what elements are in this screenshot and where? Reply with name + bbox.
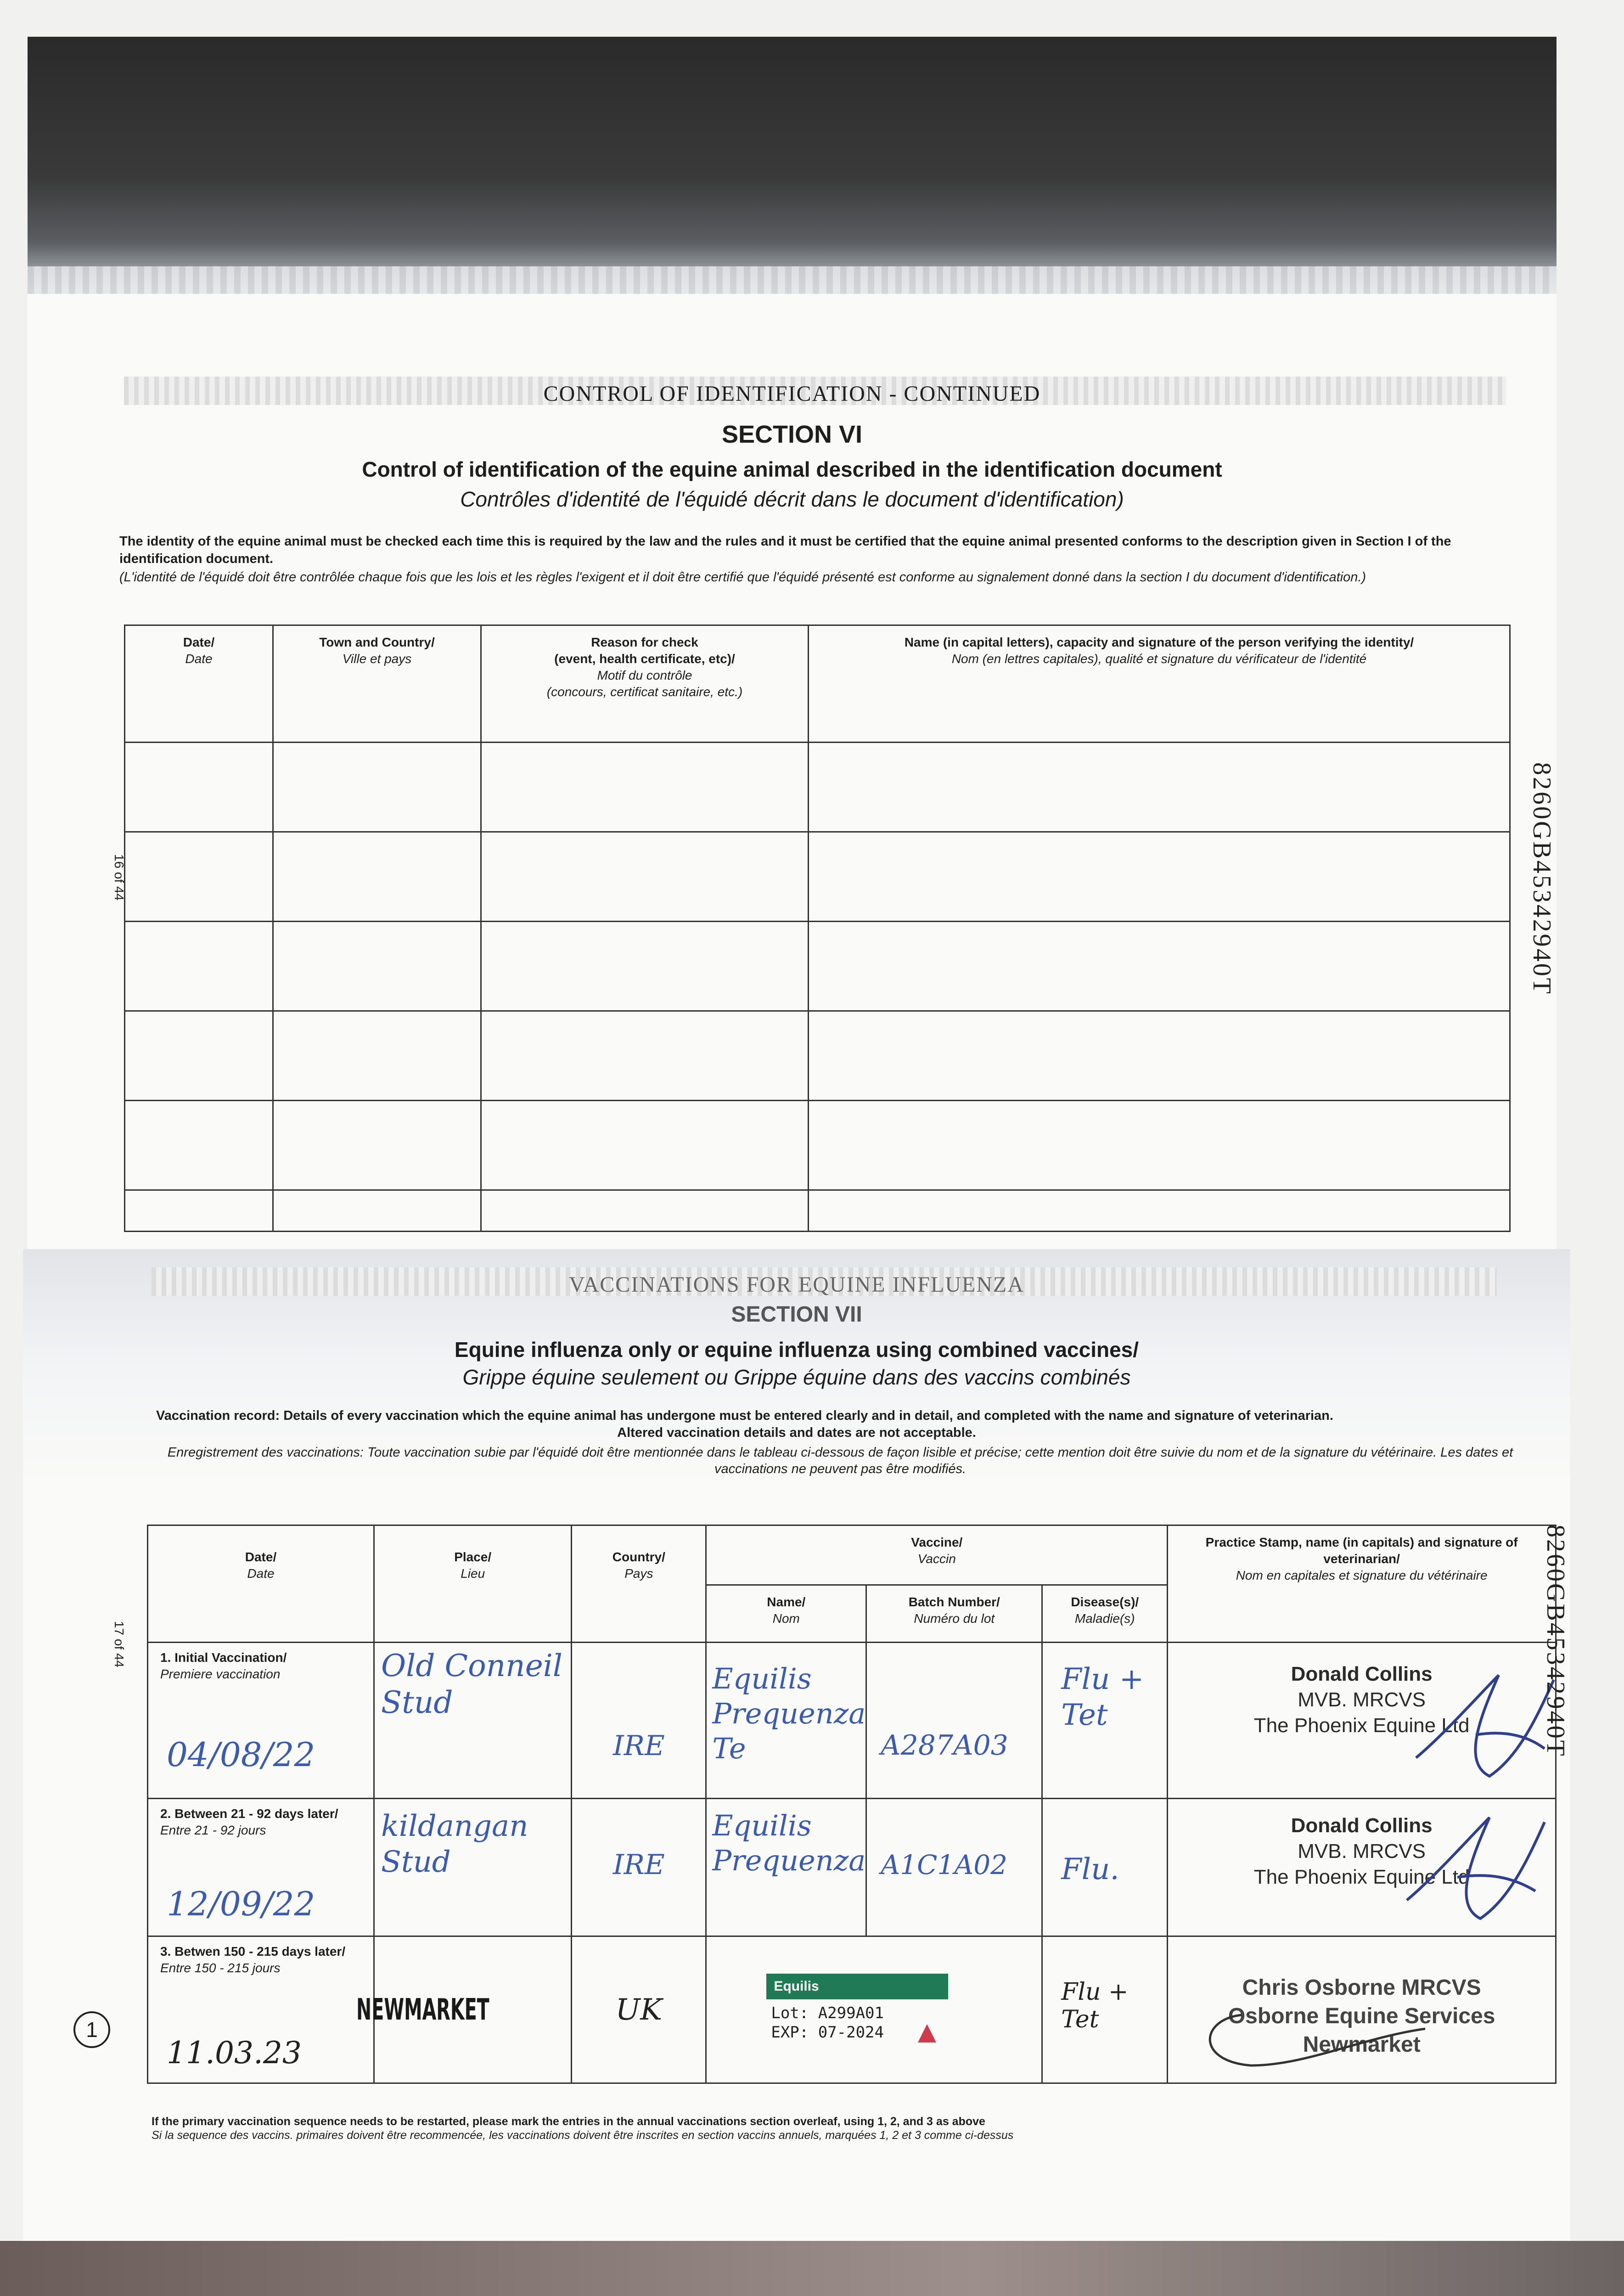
cell-disease[interactable] (1042, 1936, 1168, 2083)
handwritten-country: UK (615, 1992, 663, 2027)
red-mark (918, 2024, 936, 2043)
header-place: Place/ Lieu (374, 1525, 572, 1643)
page-number-17: 17 of 44 (112, 1621, 126, 1668)
vaccine-sticker-brand: Equilis (766, 1974, 948, 1999)
cell-name[interactable] (809, 1101, 1510, 1190)
row-label-fr: Premiere vaccination (160, 1667, 281, 1681)
cell-reason[interactable] (481, 922, 809, 1011)
row-label: 2. Between 21 - 92 days later/ (160, 1806, 338, 1821)
cell-place[interactable] (374, 1643, 572, 1799)
handwritten-place: kildangan Stud (381, 1809, 528, 1879)
vet-practice: The Phoenix Equine Ltd (1253, 1866, 1470, 1888)
cell-vaccine-name[interactable] (706, 1799, 866, 1936)
cell-disease[interactable] (1042, 1799, 1168, 1936)
section-vi-heading-en: Control of identification of the equine animal described in the identification document (362, 457, 1222, 481)
section-vii-record-fr: Enregistrement des vaccinations: Toute vaccination subie par l'équidé doit être mentionnée dans le tableau ci-dessous de façon lisible et précise; cette mention doit être suivie du nom et de la signature du vétérinaire. Les dates et vaccinations ne peuvent pas être modifiés. (167, 1445, 1513, 1476)
vet-name: Chris Osborne MRCVS (1242, 1975, 1481, 2000)
vet-name: Donald Collins (1291, 1663, 1433, 1685)
cell-vet-stamp[interactable] (1168, 1643, 1556, 1799)
handwritten-disease: Flu + Tet (1061, 1978, 1129, 2033)
cell-town[interactable] (273, 743, 481, 832)
handwritten-date: 12/09/22 (167, 1885, 315, 1923)
header-batch: Batch Number/ Numéro du lot (866, 1585, 1042, 1643)
cell-town[interactable] (273, 1101, 481, 1190)
cell-town[interactable] (273, 1190, 481, 1232)
cell-date[interactable] (125, 922, 273, 1011)
cell-date[interactable] (148, 1936, 374, 2083)
cell-reason[interactable] (481, 832, 809, 922)
section-vii-banner: VACCINATIONS FOR EQUINE INFLUENZA (569, 1272, 1024, 1297)
cell-vaccine-sticker[interactable] (706, 1936, 1042, 2083)
table-header-row (148, 1525, 1556, 1585)
vaccination-table (147, 1525, 1557, 2084)
vet-practice: The Phoenix Equine Ltd (1253, 1714, 1470, 1737)
cell-batch[interactable] (866, 1799, 1042, 1936)
row-label-fr: Entre 21 - 92 jours (160, 1823, 266, 1837)
cell-country[interactable] (572, 1936, 706, 2083)
section-vii-record-en: Vaccination record: Details of every vaccination which the equine animal has undergone must be entered clearly and in detail, and completed with the name and signature of veterinarian. (156, 1408, 1333, 1423)
cell-vet-stamp[interactable] (1168, 1936, 1556, 2083)
cell-reason[interactable] (481, 1011, 809, 1101)
cell-country[interactable] (572, 1799, 706, 1936)
cell-name[interactable] (809, 1190, 1510, 1232)
header-date: Date/ Date (148, 1525, 374, 1643)
section-vii-title: SECTION VII (731, 1302, 862, 1327)
page-section-vii (23, 1249, 1570, 2241)
cell-name[interactable] (809, 832, 1510, 922)
header-name: Name (in capital letters), capacity and signature of the person verifying the identity/ Nom (en lettres capitales), qualité et signature du vérificateur de l'identité (809, 625, 1510, 743)
section-vi-banner: CONTROL OF IDENTIFICATION - CONTINUED (543, 382, 1041, 406)
vet-signature (1186, 1997, 1462, 2075)
header-disease: Disease(s)/ Maladie(s) (1042, 1585, 1168, 1643)
vet-name: Donald Collins (1291, 1814, 1433, 1837)
cell-date[interactable] (125, 1101, 273, 1190)
cell-town[interactable] (273, 1011, 481, 1101)
section-vi-heading-fr: Contrôles d'identité de l'équidé décrit dans le document d'identification) (460, 487, 1124, 511)
section-vii-heading-fr: Grippe équine seulement ou Grippe équine dans des vaccins combinés (462, 1365, 1131, 1389)
cell-name[interactable] (809, 922, 1510, 1011)
stamp-place: NEWMARKET (356, 1992, 489, 2027)
handwritten-batch: A287A03 (881, 1729, 1008, 1761)
cell-place[interactable] (374, 1799, 572, 1936)
cell-country[interactable] (572, 1643, 706, 1799)
cell-town[interactable] (273, 922, 481, 1011)
cell-vet-stamp[interactable] (1168, 1799, 1556, 1936)
cell-place[interactable] (356, 1936, 572, 2083)
handwritten-country: IRE (613, 1849, 665, 1881)
scan-bottom-band (0, 2241, 1624, 2296)
table-row (125, 1011, 1510, 1101)
cell-name[interactable] (809, 1011, 1510, 1101)
header-stamp: Practice Stamp, name (in capitals) and signature of veterinarian/ Nom en capitales et signature du vétérinaire (1168, 1525, 1556, 1643)
side-code-vii: 8260GB45342940T (1541, 1525, 1570, 1758)
section-vii-footer-fr: Si la sequence des vaccins. primaires doivent être recommencée, les vaccinations doivent être inscrites en section vaccins annuels, marquées 1, 2 et 3 comme ci-dessus (152, 2129, 1014, 2142)
cell-reason[interactable] (481, 1190, 809, 1232)
handwritten-disease: Flu + Tet (1061, 1662, 1144, 1732)
header-country: Country/ Pays (572, 1525, 706, 1643)
handwritten-vaccine: Equilis Prequenza (712, 1809, 866, 1877)
cell-date[interactable] (125, 832, 273, 922)
table-row (125, 922, 1510, 1011)
circled-mark: 1 (73, 2011, 110, 2048)
vaccine-sticker-lot: Lot: A299A01 (771, 2004, 884, 2022)
row-label: 3. Betwen 150 - 215 days later/ (160, 1944, 346, 1958)
scan-dark-band (28, 37, 1557, 294)
handwritten-date: 11.03.23 (167, 2035, 302, 2071)
cell-name[interactable] (809, 743, 1510, 832)
side-code-vi: 8260GB45342940T (1528, 762, 1556, 996)
vet-quals: MVB. MRCVS (1298, 1840, 1426, 1863)
cell-date[interactable] (125, 1011, 273, 1101)
vet-town: Newmarket (1303, 2032, 1421, 2057)
section-vi-intro-en: The identity of the equine animal must be checked each time this is required by the law and the rules and it must be certified that the equine animal presented conforms to the description given in Section I of the identification document. (119, 534, 1451, 566)
handwritten-country: IRE (613, 1729, 665, 1762)
cell-date[interactable] (148, 1643, 374, 1799)
row-label-fr: Entre 150 - 215 jours (160, 1961, 281, 1975)
handwritten-place: Old Conneil Stud (381, 1648, 562, 1720)
handwritten-disease: Flu. (1061, 1852, 1119, 1886)
vaccination-row-1 (148, 1643, 1556, 1799)
vaccination-row-3 (148, 1936, 1556, 2083)
section-vii-heading-en: Equine influenza only or equine influenza using combined vaccines/ (454, 1338, 1139, 1362)
header-vaccine: Vaccine/ Vaccin (706, 1525, 1168, 1585)
vet-practice: Osborne Equine Services (1228, 2004, 1495, 2028)
vaccine-sticker-exp: EXP: 07-2024 (771, 2023, 884, 2042)
handwritten-date: 04/08/22 (167, 1735, 315, 1774)
section-vi-intro-fr: (L'identité de l'équidé doit être contrôlée chaque fois que les lois et les règles l'exigent et il doit être certifié que l'équidé présenté est conforme au signalement donné dans la section I du document d'identification.) (119, 570, 1366, 585)
page-number-16: 16 of 44 (112, 854, 126, 901)
cell-vaccine-name[interactable] (706, 1643, 866, 1799)
cell-town[interactable] (273, 832, 481, 922)
header-town: Town and Country/ Ville et pays (273, 625, 481, 743)
vet-signature (1398, 1808, 1554, 1928)
vet-signature (1407, 1666, 1563, 1785)
row-label: 1. Initial Vaccination/ (160, 1650, 287, 1665)
table-row (125, 1101, 1510, 1190)
header-date: Date/ Date (125, 625, 273, 743)
cell-reason[interactable] (481, 1101, 809, 1190)
vet-quals: MVB. MRCVS (1298, 1688, 1426, 1711)
cell-disease[interactable] (1042, 1643, 1168, 1799)
cell-batch[interactable] (866, 1643, 1042, 1799)
page-section-vi (28, 294, 1557, 1249)
cell-date[interactable] (125, 743, 273, 832)
cell-reason[interactable] (481, 743, 809, 832)
handwritten-batch: A1C1A02 (881, 1849, 1008, 1880)
table-header-row (125, 625, 1510, 743)
table-row (125, 743, 1510, 832)
cell-date[interactable] (148, 1799, 374, 1936)
section-vi-title: SECTION VI (721, 421, 863, 448)
cell-date[interactable] (125, 1190, 273, 1232)
section-vii-record-en2: Altered vaccination details and dates are not acceptable. (617, 1425, 976, 1440)
table-row (125, 832, 1510, 922)
handwritten-vaccine: Equilis Prequenza Te (712, 1662, 866, 1765)
header-vaccine-name: Name/ Nom (706, 1585, 866, 1643)
vaccination-row-2 (148, 1799, 1556, 1936)
section-vii-footer-en: If the primary vaccination sequence needs to be restarted, please mark the entries in the annual vaccinations section overleaf, using 1, 2, and 3 as above (152, 2115, 985, 2128)
identity-check-table (124, 625, 1511, 1232)
table-row (125, 1190, 1510, 1232)
header-reason: Reason for check (event, health certificate, etc)/ Motif du contrôle (concours, certificat sanitaire, etc.) (481, 625, 809, 743)
